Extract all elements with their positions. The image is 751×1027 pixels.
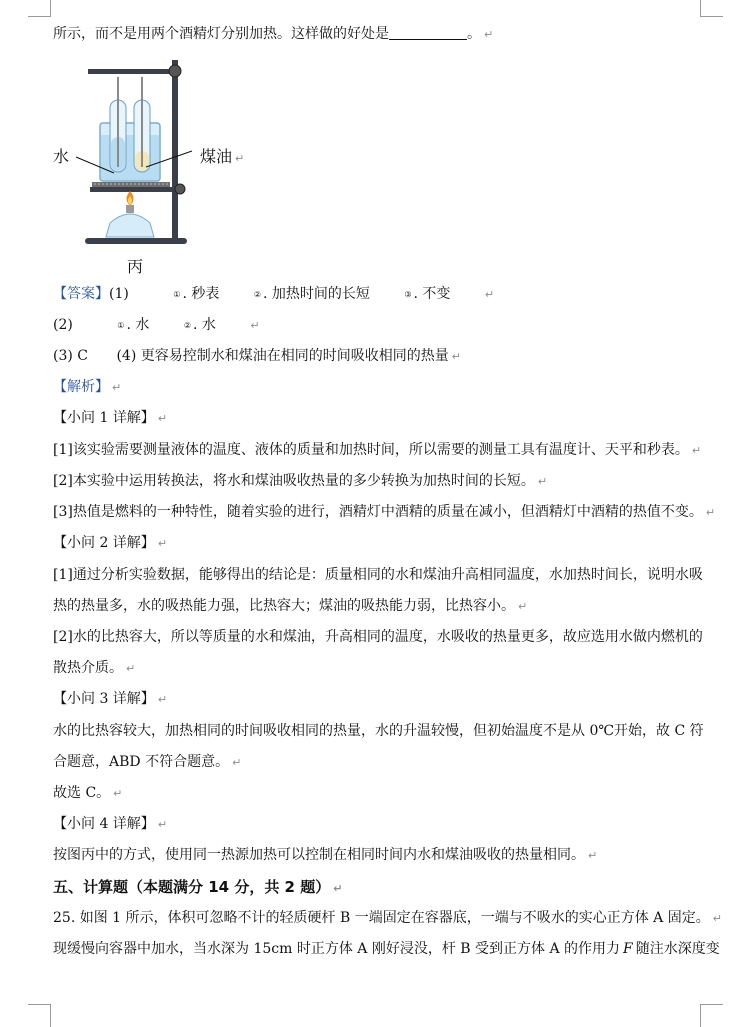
- q1-paragraph-1: [1]该实验需要测量液体的温度、液体的质量和加热时间，所以需要的测量工具有温度计、天平和秒表。 ↵: [53, 442, 702, 458]
- q1-paragraph-3: [3]热值是燃料的一种特性，随着实验的进行，酒精灯中酒精的质量在减小，但酒精灯中酒精的热值不变。 ↵: [53, 504, 716, 520]
- answer-row-3: (3) C (4) 更容易控制水和煤油在相同的时间吸收相同的热量 ↵: [53, 348, 461, 364]
- q3-paragraph-2: 故选 C。 ↵: [53, 785, 123, 801]
- clamp-arm: [88, 69, 178, 74]
- stand-base: [85, 238, 187, 244]
- intro-line: 所示，而不是用两个酒精灯分别加热。这样做的好处是 。 ↵: [53, 26, 494, 42]
- answer-blank: [389, 25, 467, 40]
- q2-paragraph-1a: [1]通过分析实验数据，能够得出的结论是：质量相同的水和煤油升高相同温度，水加热时间长，说明水吸: [53, 567, 703, 583]
- answer-tag: 【答案】: [53, 286, 109, 302]
- label-kerosene: 煤油 ↵: [200, 147, 245, 166]
- clamp-knob: [169, 65, 181, 77]
- answer-row-2: (2) ① . 水 ② . 水 ↵: [53, 317, 260, 333]
- analysis-tag: 【解析】 ↵: [53, 379, 122, 395]
- q2-paragraph-2a: [2]水的比热容大，所以等质量的水和煤油，升高相同的温度，水吸收的热量更多，故应选用水做内燃机的: [53, 629, 703, 645]
- crop-mark-bottom-right: [700, 1004, 723, 1027]
- section-5-heading: 五、计算题（本题满分 14 分，共 2 题） ↵: [53, 878, 343, 896]
- label-water: 水: [53, 147, 70, 166]
- q25-line-2: 现缓慢向容器中加水，当水深为 15cm 时正方体 A 刚好浸没，杆 B 受到正方体 A 的作用力 F 随注水深度变: [53, 941, 720, 957]
- q25-line-1: 25. 如图 1 所示，体积可忽略不计的轻质硬杆 B 一端固定在容器底，一端与不吸水的实心正方体 A 固定。 ↵: [53, 910, 722, 926]
- ring-knob: [175, 184, 185, 194]
- q4-title: 【小问 4 详解】 ↵: [53, 816, 168, 832]
- q3-paragraph-1b: 合题意，ABD 不符合题意。 ↵: [53, 754, 242, 770]
- q2-paragraph-2b: 散热介质。 ↵: [53, 660, 136, 676]
- crop-mark-bottom-left: [28, 1004, 51, 1027]
- q1-paragraph-2: [2]本实验中运用转换法，将水和煤油吸收热量的多少转换为加热时间的长短。 ↵: [53, 473, 548, 489]
- q2-title: 【小问 2 详解】 ↵: [53, 535, 168, 551]
- q2-paragraph-1b: 热的热量多，水的吸热能力强，比热容大；煤油的吸热能力弱，比热容小。 ↵: [53, 598, 528, 614]
- answer-row-1: 【答案】(1) ① . 秒表 ② . 加热时间的长短 ③ . 不变 ↵: [53, 286, 495, 302]
- alcohol-lamp: [106, 214, 154, 237]
- crop-mark-top-right: [700, 0, 723, 17]
- q1-title: 【小问 1 详解】 ↵: [53, 410, 168, 426]
- q3-paragraph-1a: 水的比热容较大，加热相同的时间吸收相同的热量，水的升温较慢，但初始温度不是从 0℃开始，故 C 符: [53, 723, 704, 739]
- crop-mark-top-left: [28, 0, 51, 17]
- q4-paragraph-1: 按图丙中的方式，使用同一热源加热可以控制在相同时间内水和煤油吸收的热量相同。 ↵: [53, 847, 598, 863]
- stand-rod: [172, 60, 178, 242]
- figure-caption: 丙: [127, 257, 144, 276]
- q3-title: 【小问 3 详解】 ↵: [53, 691, 168, 707]
- support-ring: [90, 187, 180, 192]
